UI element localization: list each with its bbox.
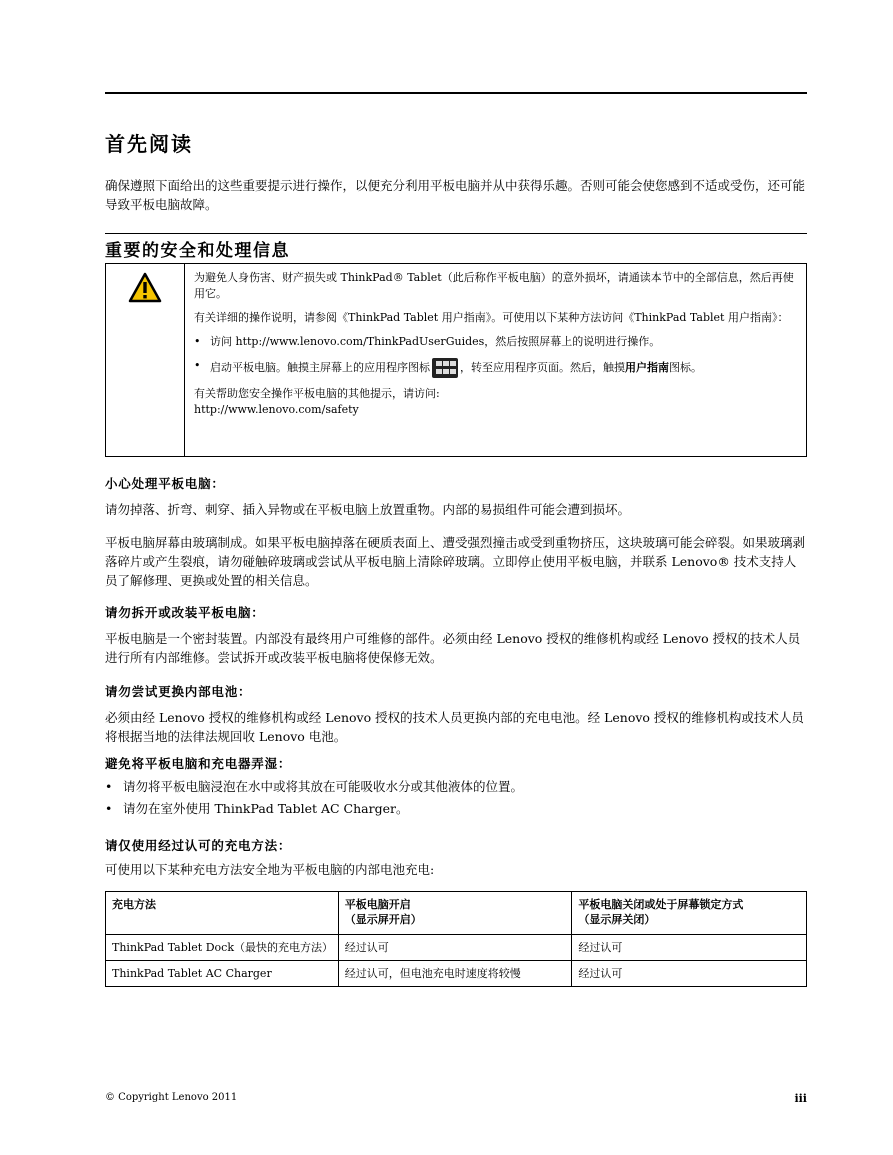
table-cell: ThinkPad Tablet Dock（最快的充电方法） [106, 935, 339, 961]
table-header-off-line-1: 平板电脑关闭或处于屏幕锁定方式 [578, 898, 744, 911]
notice-bullet-1-text: 访问 http://www.lenovo.com/ThinkPadUserGuides，然后按照屏幕上的说明进行操作。 [210, 335, 661, 348]
app-grid-icon [432, 358, 458, 378]
charging-methods-table [105, 891, 807, 987]
section-handle-heading: 小心处理平板电脑： [105, 476, 225, 491]
section-disassemble-p1: 平板电脑是一个密封装置。内部没有最终用户可维修的部件。必须由经 Lenovo 授权的维修机构或经 Lenovo 授权的技术人员进行所有内部维修。尝试拆开或改装平板电脑将使保修无效。 [105, 631, 801, 665]
table-header-on [338, 892, 572, 935]
notice-bullet-2-text-a: 启动平板电脑。触摸主屏幕上的应用程序图标 [210, 361, 430, 374]
table-row [106, 935, 807, 961]
notice-paragraph-3-text: 有关帮助您安全操作平板电脑的其他提示，请访问: [194, 387, 440, 400]
section-battery-p1: 必须由经 Lenovo 授权的维修机构或经 Lenovo 授权的技术人员更换内部的充电电池。经 Lenovo 授权的维修机构或技术人员将根据当地的法律法规回收 Lenovo 电池。 [105, 710, 804, 744]
top-rule [105, 92, 807, 94]
notice-paragraph-2: 有关详细的操作说明，请参阅《ThinkPad Tablet 用户指南》。可使用以下某种方法访问《ThinkPad Tablet 用户指南》： [194, 311, 789, 324]
table-header-off-line-2: （显示屏关闭） [578, 913, 656, 926]
notice-icon-cell [106, 264, 185, 456]
safety-notice-box [105, 263, 807, 457]
notice-paragraph-1: 为避免人身伤害、财产损失或 ThinkPad® Tablet（此后称作平板电脑）的意外损坏，请通读本节中的全部信息，然后再使用它。 [194, 271, 794, 300]
section-handle-p2: 平板电脑屏幕由玻璃制成。如果平板电脑掉落在硬质表面上、遭受强烈撞击或受到重物挤压，这块玻璃可能会碎裂。如果玻璃剥落碎片或产生裂痕，请勿碰触碎玻璃或尝试从平板电脑上清除碎玻璃。立即停止使用平板电脑，并联系 Lenovo® 技术支持人员了解修理、更换或处置的相关信息。 [105, 535, 806, 588]
section-title: 重要的安全和处理信息 [105, 241, 290, 261]
copyright-footer: © Copyright Lenovo 2011 [105, 1092, 238, 1103]
table-header-on-line-2: （显示屏开启） [344, 913, 422, 926]
table-row [106, 961, 807, 987]
section-disassemble [105, 603, 807, 667]
table-header-on-line-1: 平板电脑开启 [344, 898, 411, 911]
table-cell: 经过认可 [338, 935, 572, 961]
section-wet-heading: 避免将平板电脑和充电器弄湿： [105, 756, 292, 771]
warning-icon [128, 272, 162, 304]
section-wet-item-1: • 请勿将平板电脑浸泡在水中或将其放在可能吸收水分或其他液体的位置。 [105, 776, 807, 798]
table-header-row [106, 892, 807, 935]
table-header-off [572, 892, 807, 935]
section-battery-heading: 请勿尝试更换内部电池： [105, 684, 252, 699]
table-cell: 经过认可 [572, 961, 807, 987]
section-wet-item-2: • 请勿在室外使用 ThinkPad Tablet AC Charger。 [105, 798, 807, 820]
notice-list [194, 334, 799, 378]
section-wet-list [105, 776, 807, 820]
section-disassemble-heading: 请勿拆开或改装平板电脑： [105, 605, 265, 620]
section-battery [105, 682, 807, 746]
notice-bullet-2-text-b: ，转至应用程序页面。然后，触摸 [460, 361, 625, 374]
table-header-method [106, 892, 339, 935]
section-charging [105, 836, 807, 879]
table-cell: 经过认可 [572, 935, 807, 961]
notice-bullet-2-text-c: 图标。 [669, 361, 702, 374]
notice-bullet-1 [194, 334, 799, 350]
notice-text [194, 270, 799, 418]
section-handle-p1: 请勿掉落、折弯、刺穿、插入异物或在平板电脑上放置重物。内部的易损组件可能会遭到损坏。 [105, 502, 631, 517]
table-cell: 经过认可，但电池充电时速度将较慢 [338, 961, 572, 987]
safety-url: http://www.lenovo.com/safety [194, 403, 359, 416]
intro-paragraph: 确保遵照下面给出的这些重要提示进行操作，以便充分利用平板电脑并从中获得乐趣。否则可能会使您感到不适或受伤，还可能导致平板电脑故障。 [105, 178, 806, 212]
notice-bullet-2 [194, 358, 799, 378]
section-handle [105, 474, 807, 590]
section-wet [105, 754, 807, 820]
notice-paragraph-3 [194, 386, 799, 418]
table-cell: ThinkPad Tablet AC Charger [106, 961, 339, 987]
table-header-method-text: 充电方法 [112, 898, 156, 911]
page-number: iii [794, 1092, 807, 1105]
section-charging-heading: 请仅使用经过认可的充电方法： [105, 838, 292, 853]
page-title: 首先阅读 [105, 132, 193, 156]
user-guide-label: 用户指南 [625, 361, 669, 374]
section-charging-p1: 可使用以下某种充电方法安全地为平板电脑的内部电池充电: [105, 862, 435, 877]
section-rule [105, 233, 807, 234]
